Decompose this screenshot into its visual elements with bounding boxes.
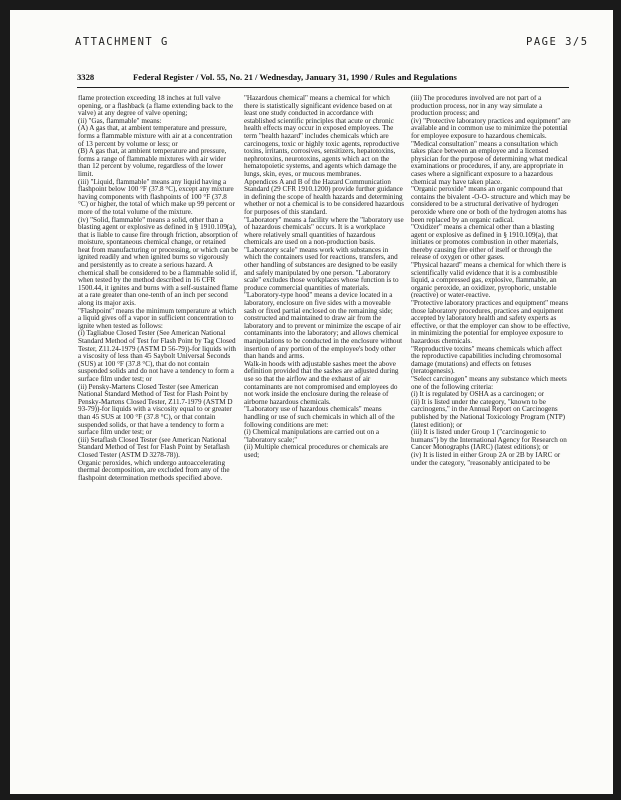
text-column-1: flame protection exceeding 18 inches at full valve opening, or a flashback (a flame extending back to the valve) at any degree of valve opening; (ii) "Gas, flammable" means: (A) A gas that, at ambient temperature and pressure, forms a flammable mixture with air at a concentration of 13 percent by volume or less; or (B) A gas that, at ambient temperature and pressure, forms a range of flammable mixtures with air wider than 12 percent by volume, regardless of the lower limit. (iii) "Liquid, flammable" means any liquid having a flashpoint below 100 °F (37.8 °C), except any mixture having components with flashpoints of 100 °F (37.8 °C) or higher, the total of which make up 99 percent or more of the total volume of the mixture. (iv) "Solid, flammable" means a solid, other than a blasting agent or explosive as defined in § 1910.109(a), that is liable to cause fire through friction, absorption of moisture, spontaneous chemical change, or retained heat from manufacturing or processing, or which can be ignited readily and when ignited burns so vigorously and persistently as to create a serious hazard. A chemical shall be considered to be a flammable solid if, when tested by the method described in 16 CFR 1500.44, it ignites and burns with a self-sustained flame at a rate greater than one-tenth of an inch per second along its major axis. "Flashpoint" means the minimum temperature at which a liquid gives off a vapor in sufficient concentration to ignite when tested as follows: (i) Tagliabue Closed Tester (See American National Standard Method of Test for Flash Point by Tag Closed Tester, Z11.24-1979 (ASTM D 56-79))-for liquids with a viscosity of less than 45 Saybolt Universal Seconds (SUS) at 100 °F (37.8 °C), that do not contain suspended solids and do not have a tendency to form a surface film under test; or (ii) Pensky-Martens Closed Tester (see American National Standard Method of Test for Flash Point by Pensky-Martens Closed Tester, Z11.7-1979 (ASTM D 93-79))-for liquids with a viscosity equal to or greater than 45 SUS at 100 °F (37.8 °C), or that contain suspended solids, or that have a tendency to form a surface film under test; or (iii) Setaflash Closed Tester (see American National Standard Method of Test for Flash Point by Setaflash Closed Tester (ASTM D 3278-78)). Organic peroxides, which undergo autoaccelerating thermal decomposition, are excluded from any of the flashpoint determination methods specified above. — [78, 95, 238, 482]
text-column-3: (iii) The procedures involved are not part of a production process, nor in any way simulate a production process; and (iv) "Protective laboratory practices and equipment" are available and in common use to minimize the potential for employee exposure to hazardous chemicals. "Medical consultation" means a consultation which takes place between an employee and a licensed physician for the purpose of determining what medical examinations or procedures, if any, are appropriate in cases where a significant exposure to a hazardous chemical may have taken place. "Organic peroxide" means an organic compound that contains the bivalent -O-O- structure and which may be considered to be a structural derivative of hydrogen peroxide where one or both of the hydrogen atoms has been replaced by an organic radical. "Oxidizer" means a chemical other than a blasting agent or explosive as defined in § 1910.109(a), that initiates or promotes combustion in other materials, thereby causing fire either of itself or through the release of oxygen or other gases. "Physical hazard" means a chemical for which there is scientifically valid evidence that it is a combustible liquid, a compressed gas, explosive, flammable, an organic peroxide, an oxidizer, pyrophoric, unstable (reactive) or water-reactive. "Protective laboratory practices and equipment" means those laboratory procedures, practices and equipment accepted by laboratory health and safety experts as effective, or that the employer can show to be effective, in minimizing the potential for employee exposure to hazardous chemicals. "Reproductive toxins" means chemicals which affect the reproductive capabilities including chromosomal damage (mutations) and effects on fetuses (teratogenesis). "Select carcinogen" means any substance which meets one of the following criteria: (i) It is regulated by OSHA as a carcinogen; or (ii) It is listed under the category, "known to be carcinogens," in the Annual Report on Carcinogens published by the National Toxicology Program (NTP) (latest edition); or (iii) It is listed under Group 1 ("carcinogenic to humans") by the International Agency for Research on Cancer Monographs (IARC) (latest editions); or (iv) It is listed in either Group 2A or 2B by IARC or under the category, "reasonably anticipated to be — [411, 95, 571, 467]
attachment-label: ATTACHMENT G — [75, 36, 169, 48]
scan-border-right — [613, 0, 621, 800]
running-header — [77, 72, 569, 86]
scan-border-left — [0, 0, 10, 800]
scan-border-top — [0, 0, 621, 10]
scan-border-bottom — [0, 794, 621, 800]
header-page-number: 3328 — [77, 72, 95, 82]
header-rule — [77, 87, 569, 88]
page-label: PAGE 3/5 — [526, 36, 589, 48]
text-column-2: "Hazardous chemical" means a chemical for which there is statistically significant evidence based on at least one study conducted in accordance with established scientific principles that acute or chronic health effects may occur in exposed employees. The term "health hazard" includes chemicals which are carcinogens, toxic or highly toxic agents, reproductive toxins, irritants, corrosives, sensitizers, hepatotoxins, nephrotoxins, neurotoxins, agents which act on the hematopoietic systems, and agents which damage the lungs, skin, eyes, or mucous membranes. Appendices A and B of the Hazard Communication Standard (29 CFR 1910.1200) provide further guidance in defining the scope of health hazards and determining whether or not a chemical is to be considered hazardous for purposes of this standard. "Laboratory" means a facility where the "laboratory use of hazardous chemicals" occurs. It is a workplace where relatively small quantities of hazardous chemicals are used on a non-production basis. "Laboratory scale" means work with substances in which the containers used for reactions, transfers, and other handling of substances are designed to be easily and safely manipulated by one person. "Laboratory scale" excludes those workplaces whose function is to produce commercial quantities of materials. "Laboratory-type hood" means a device located in a laboratory, enclosure on five sides with a moveable sash or fixed partial enclosed on the remaining side; constructed and maintained to draw air from the laboratory and to prevent or minimize the escape of air contaminants into the laboratory; and allows chemical manipulations to be conducted in the enclosure without insertion of any portion of the employee's body other than hands and arms. Walk-in hoods with adjustable sashes meet the above definition provided that the sashes are adjusted during use so that the airflow and the exhaust of air contaminants are not compromised and employees do not work inside the enclosure during the release of airborne hazardous chemicals. "Laboratory use of hazardous chemicals" means handling or use of such chemicals in which all of the following conditions are met: (i) Chemical manipulations are carried out on a "laboratory scale;" (ii) Multiple chemical procedures or chemicals are used; — [244, 95, 404, 459]
header-title: Federal Register / Vol. 55, No. 21 / Wednesday, January 31, 1990 / Rules and Regulations — [133, 72, 457, 82]
